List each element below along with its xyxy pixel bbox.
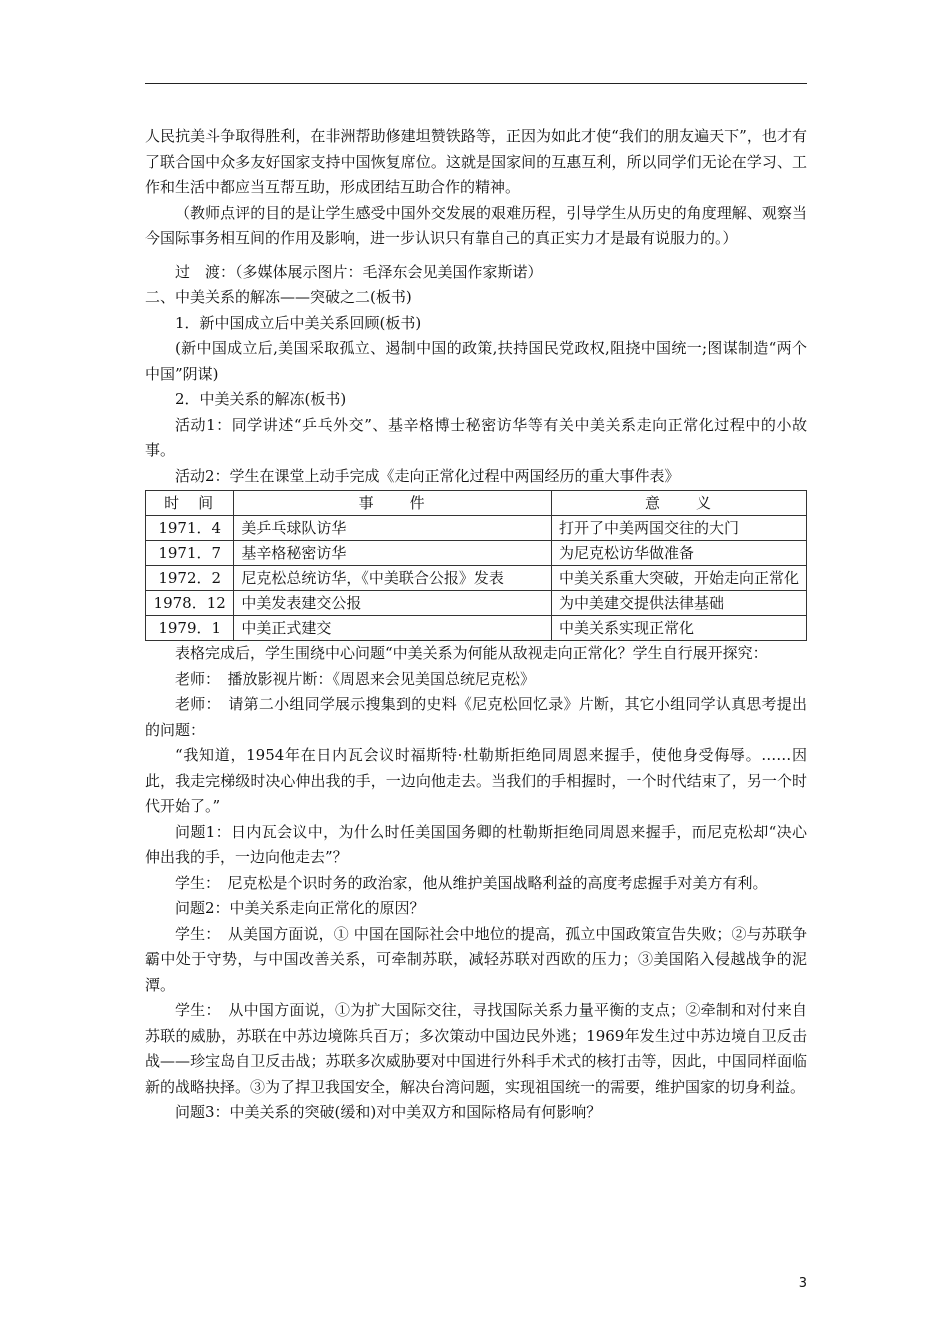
section-title: 二、中美关系的解冻——突破之二(板书)	[145, 288, 412, 306]
header-event: 事 件	[234, 491, 552, 516]
table-row	[146, 566, 807, 591]
question-1: 问题1：日内瓦会议中，为什么时任美国国务卿的杜勒斯拒绝同周恩来握手，而尼克松却“决心伸出我的手，一边向他走去”？	[145, 822, 807, 866]
paragraph-teacher-comment: （教师点评的目的是让学生感受中国外交发展的艰难历程，引导学生从历史的角度理解、观察当今国际事务相互间的作用及影响，进一步认识只有靠自己的真正实力才是最有说服力的。）	[145, 203, 807, 247]
header-rule	[145, 83, 807, 84]
page-number: 3	[798, 1276, 807, 1291]
student-answer: 学生： 从中国方面说，①为扩大国际交往，寻找国际关系力量平衡的支点；②牵制和对付来自苏联的威胁，苏联在中苏边境陈兵百万；多次策动中国边民外逃；1969年发生过中苏边境自卫反击战——珍宝岛自卫反击战；苏联多次威胁要对中国进行外科手术式的核打击等，因此，中国同样面临新的战略抉择。③为了捍卫我国安全，解决台湾问题，实现祖国统一的需要，维护国家的切身利益。	[145, 1001, 807, 1096]
transition-line: 过 渡：（多媒体展示图片：毛泽东会见美国作家斯诺）	[175, 262, 543, 281]
subheading-2: 2．中美关系的解冻(板书)	[175, 390, 347, 408]
subheading-1-text: (新中国成立后,美国采取孤立、遏制中国的政策,扶持国民党政权,阻挠中国统一;图谋制造“两个中国”阴谋)	[145, 339, 807, 383]
teacher-line: 老师： 请第二小组同学展示搜集到的史料《尼克松回忆录》片断，其它小组同学认真思考提出的问题：	[145, 695, 807, 739]
events-table	[145, 490, 807, 641]
header-significance: 意 义	[551, 491, 806, 516]
table-row	[146, 616, 807, 641]
cell-time: 1979．1	[146, 616, 234, 641]
cell-time: 1978．12	[146, 591, 234, 616]
cell-significance: 为尼克松访华做准备	[551, 541, 806, 566]
teacher-line: 老师： 播放影视片断：《周恩来会见美国总统尼克松》	[175, 669, 536, 688]
cell-event: 中美正式建交	[234, 616, 552, 641]
cell-event: 基辛格秘密访华	[234, 541, 552, 566]
cell-event: 尼克松总统访华，《中美联合公报》发表	[234, 566, 552, 591]
document-body	[145, 124, 807, 1126]
paragraph: 表格完成后，学生围绕中心问题“中美关系为何能从敌视走向正常化？学生自行展开探究：	[175, 644, 768, 662]
activity-2: 活动2：学生在课堂上动手完成《走向正常化过程中两国经历的重大事件表》	[175, 466, 680, 485]
table-row	[146, 516, 807, 541]
cell-significance: 中美关系实现正常化	[551, 616, 806, 641]
table-header-row	[146, 491, 807, 516]
activity-1: 活动1：同学讲述“乒乓外交”、基辛格博士秘密访华等有关中美关系走向正常化过程中的小故事。	[145, 415, 807, 459]
cell-event: 美乒乓球队访华	[234, 516, 552, 541]
quote-nixon-memoir: “我知道，1954年在日内瓦会议时福斯特·杜勒斯拒绝同周恩来握手，使他身受侮辱。……因此，我走完梯级时决心伸出我的手，一边向他走去。当我们的手相握时，一个时代结束了，另一个时代开始了。”	[145, 746, 807, 815]
header-time: 时 间	[146, 491, 234, 516]
student-answer: 学生： 从美国方面说，① 中国在国际社会中地位的提高，孤立中国政策宣告失败；②与苏联争霸中处于守势，与中国改善关系，可牵制苏联，减轻苏联对西欧的压力；③美国陷入侵越战争的泥潭。	[145, 924, 807, 994]
cell-significance: 打开了中美两国交往的大门	[551, 516, 806, 541]
question-2: 问题2：中美关系走向正常化的原因？	[175, 899, 425, 917]
paragraph: 人民抗美斗争取得胜利，在非洲帮助修建坦赞铁路等，正因为如此才使“我们的朋友遍天下”，也才有了联合国中众多友好国家支持中国恢复席位。这就是国家间的互惠互利，所以同学们无论在学习、工作和生活中都应当互帮互助，形成团结互助合作的精神。	[145, 127, 807, 196]
table-row	[146, 591, 807, 616]
question-3: 问题3：中美关系的突破(缓和)对中美双方和国际格局有何影响？	[175, 1103, 602, 1121]
student-answer: 学生： 尼克松是个识时务的政治家，他从维护美国战略利益的高度考虑握手对美方有利。	[175, 873, 768, 892]
cell-significance: 为中美建交提供法律基础	[551, 591, 806, 616]
cell-time: 1971．7	[146, 541, 234, 566]
cell-event: 中美发表建交公报	[234, 591, 552, 616]
cell-significance: 中美关系重大突破，开始走向正常化	[551, 566, 806, 591]
table-row	[146, 541, 807, 566]
subheading-1: 1．新中国成立后中美关系回顾(板书)	[175, 313, 422, 332]
cell-time: 1972．2	[146, 566, 234, 591]
cell-time: 1971．4	[146, 516, 234, 541]
